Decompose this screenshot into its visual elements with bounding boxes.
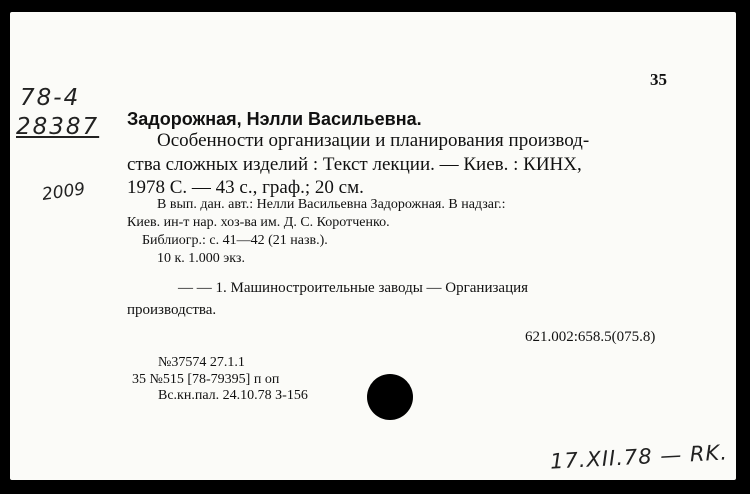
note-line-3: Библиогр.: с. 41—42 (21 назв.). [142,233,328,248]
handwritten-date-stamp: 17.XII.78 — RK. [549,440,729,474]
subject-line-1: — — 1. Машиностроительные заводы — Организация [178,280,529,296]
card-number: 35 [650,70,667,89]
registry-line-2: 35 №515 [78-79395] п оп [132,372,280,387]
registry-line-1: №37574 27.1.1 [158,355,245,370]
title-line-1: Особенности организации и планирования производ- [157,130,590,151]
call-number-bottom: 28387 [16,114,100,140]
catalog-card [10,12,736,480]
title-line-3: 1978 С. — 43 с., граф.; 20 см. [127,177,364,198]
note-line-2: Киев. ин-т нар. хоз-ва им. Д. С. Коротченко. [127,215,390,230]
handwritten-margin-note: 2009 [40,179,87,205]
udc-code: 621.002:658.5(075.8) [525,329,656,345]
author-heading: Задорожная, Нэлли Васильевна. [127,109,422,129]
note-line-4: 10 к. 1.000 экз. [157,251,245,266]
registry-line-3: Вс.кн.пал. 24.10.78 З-156 [158,388,308,403]
note-line-1: В вып. дан. авт.: Нелли Васильевна Задорожная. В надзаг.: [157,197,506,212]
subject-line-2: производства. [127,302,217,318]
punch-hole [367,374,413,420]
title-line-2: ства сложных изделий : Текст лекции. — Киев. : КИНХ, [127,154,582,175]
call-number-top: 78-4 [20,85,81,111]
